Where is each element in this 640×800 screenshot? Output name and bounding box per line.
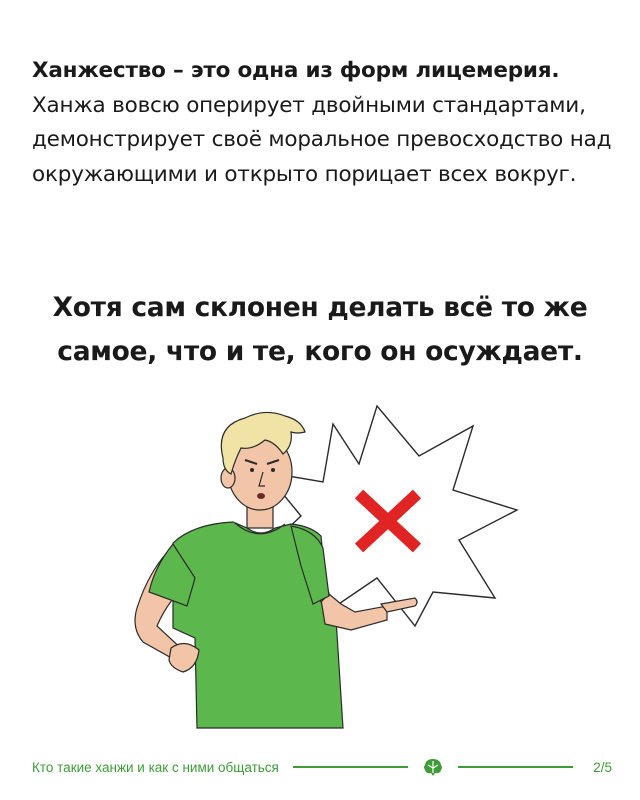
page-indicator: 2/5: [593, 759, 613, 775]
intro-paragraph: [32, 54, 622, 192]
footer-title: Кто такие ханжи и как с ними общаться: [32, 759, 279, 775]
intro-lead-sentence: Ханжество – это одна из форм лицемерия.: [32, 58, 560, 83]
headline: Хотя сам склонен делать всё то же самое, что и те, кого он осуждает.: [52, 292, 588, 367]
footer-divider-right: [458, 766, 573, 768]
footer: [32, 752, 612, 782]
intro-body-text: Ханжа вовсю оперирует двойными стандартами, демонстрирует своё моральное превосходство над окружающими и открыто порицает всех вокруг.: [32, 92, 612, 187]
hypocrite-illustration: [115, 398, 535, 738]
footer-divider-left: [293, 766, 408, 768]
brain-leaf-icon: [422, 757, 444, 777]
